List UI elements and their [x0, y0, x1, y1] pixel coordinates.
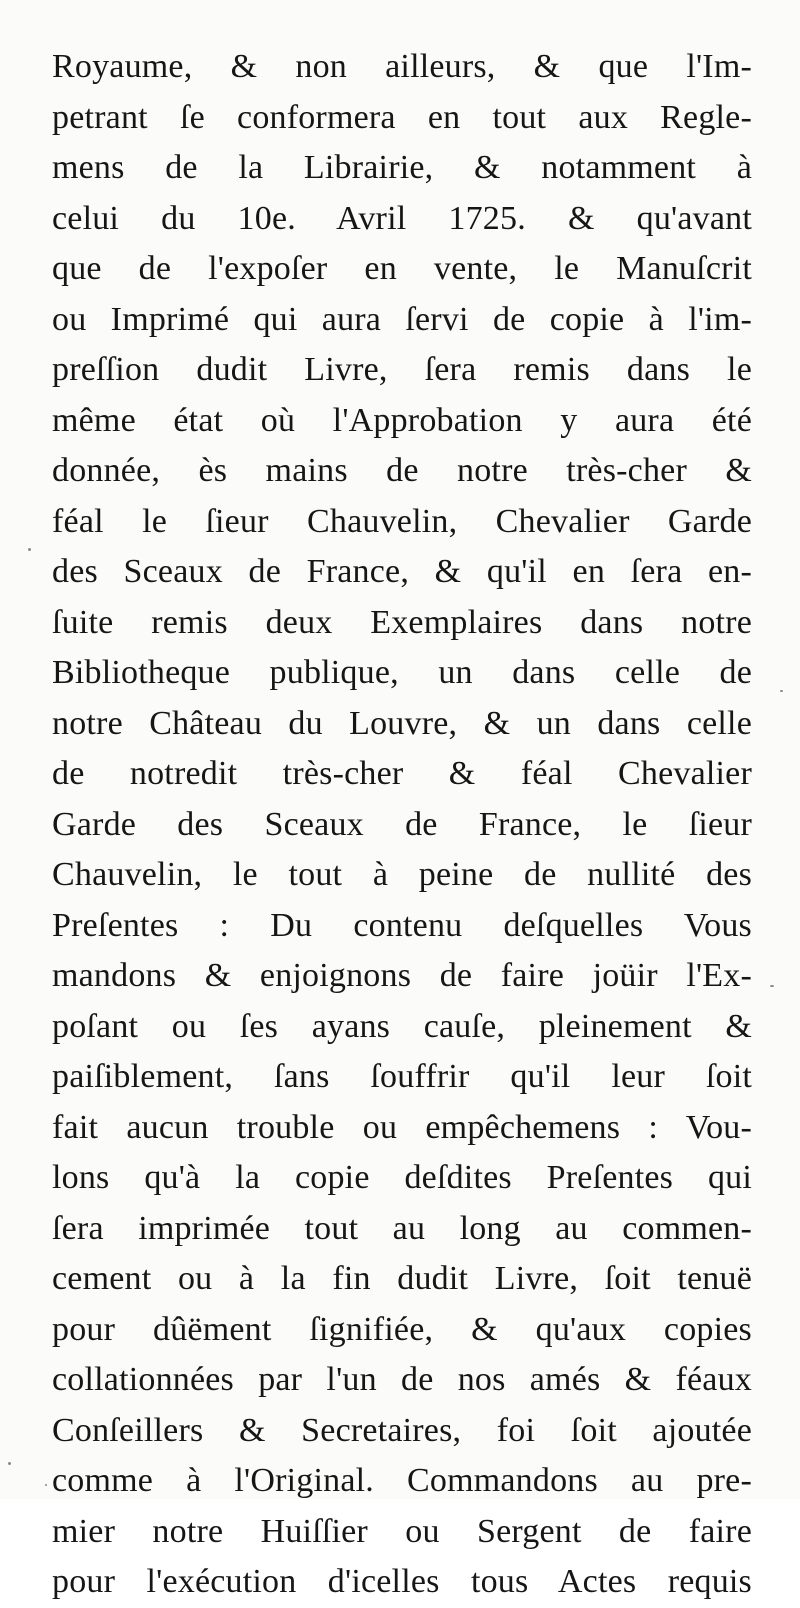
scan-speck — [770, 985, 774, 987]
body-text — [52, 42, 752, 1608]
text-line-3: mens de la Librairie, & notamment à — [52, 149, 752, 186]
text-line-6: ou Imprimé qui aura ſervi de copie à l'im- — [52, 300, 752, 338]
text-line-16: Garde des Sceaux de France, le ſieur — [52, 805, 752, 843]
scan-speck — [8, 1462, 11, 1465]
scan-speck — [28, 548, 31, 551]
text-line-24: ſera imprimée tout au long au commen- — [52, 1209, 752, 1247]
text-line-13: Bibliotheque publique, un dans celle de — [52, 654, 752, 691]
text-line-7: preſſion dudit Livre, ſera remis dans le — [52, 351, 752, 388]
text-line-12: ſuite remis deux Exemplaires dans notre — [52, 603, 752, 641]
text-line-9: donnée, ès mains de notre très-cher & — [52, 452, 752, 489]
text-line-26: pour dûëment ſignifiée, & qu'aux copies — [52, 1310, 752, 1348]
text-line-19: mandons & enjoignons de faire joüir l'Ex- — [52, 957, 752, 994]
text-line-17: Chauvelin, le tout à peine de nullité des — [52, 856, 752, 893]
text-line-25: cement ou à la fin dudit Livre, ſoit tenuë — [52, 1260, 752, 1297]
text-line-27: collationnées par l'un de nos amés & féaux — [52, 1361, 752, 1398]
text-line-10: féal le ſieur Chauvelin, Chevalier Garde — [52, 502, 752, 540]
scan-speck — [45, 1484, 47, 1486]
text-line-30: mier notre Huiſſier ou Sergent de faire — [52, 1512, 752, 1550]
text-line-1: Royaume, & non ailleurs, & que l'Im- — [52, 48, 752, 85]
text-line-29: comme à l'Original. Commandons au pre- — [52, 1462, 752, 1499]
text-line-28: Conſeillers & Secretaires, foi ſoit ajoutée — [52, 1411, 752, 1449]
text-line-21: paiſiblement, ſans ſouffrir qu'il leur ſoit — [52, 1058, 752, 1095]
text-line-14: notre Château du Louvre, & un dans celle — [52, 704, 752, 742]
scan-speck — [780, 690, 783, 692]
text-line-20: poſant ou ſes ayans cauſe, pleinement & — [52, 1007, 752, 1045]
text-line-8: même état où l'Approbation y aura été — [52, 401, 752, 439]
text-line-11: des Sceaux de France, & qu'il en ſera en- — [52, 553, 752, 590]
text-line-5: que de l'expoſer en vente, le Manuſcrit — [52, 250, 752, 287]
text-line-4: celui du 10e. Avril 1725. & qu'avant — [52, 199, 752, 237]
text-line-23: lons qu'à la copie deſdites Preſentes qui — [52, 1159, 752, 1196]
text-line-31: pour l'exécution d'icelles tous Actes requis — [52, 1563, 752, 1600]
text-line-15: de notredit très-cher & féal Chevalier — [52, 755, 752, 792]
text-line-2: petrant ſe conformera en tout aux Regle- — [52, 98, 752, 136]
text-line-18: Preſentes : Du contenu deſquelles Vous — [52, 906, 752, 944]
text-line-22: fait aucun trouble ou empêchemens : Vou- — [52, 1108, 752, 1146]
